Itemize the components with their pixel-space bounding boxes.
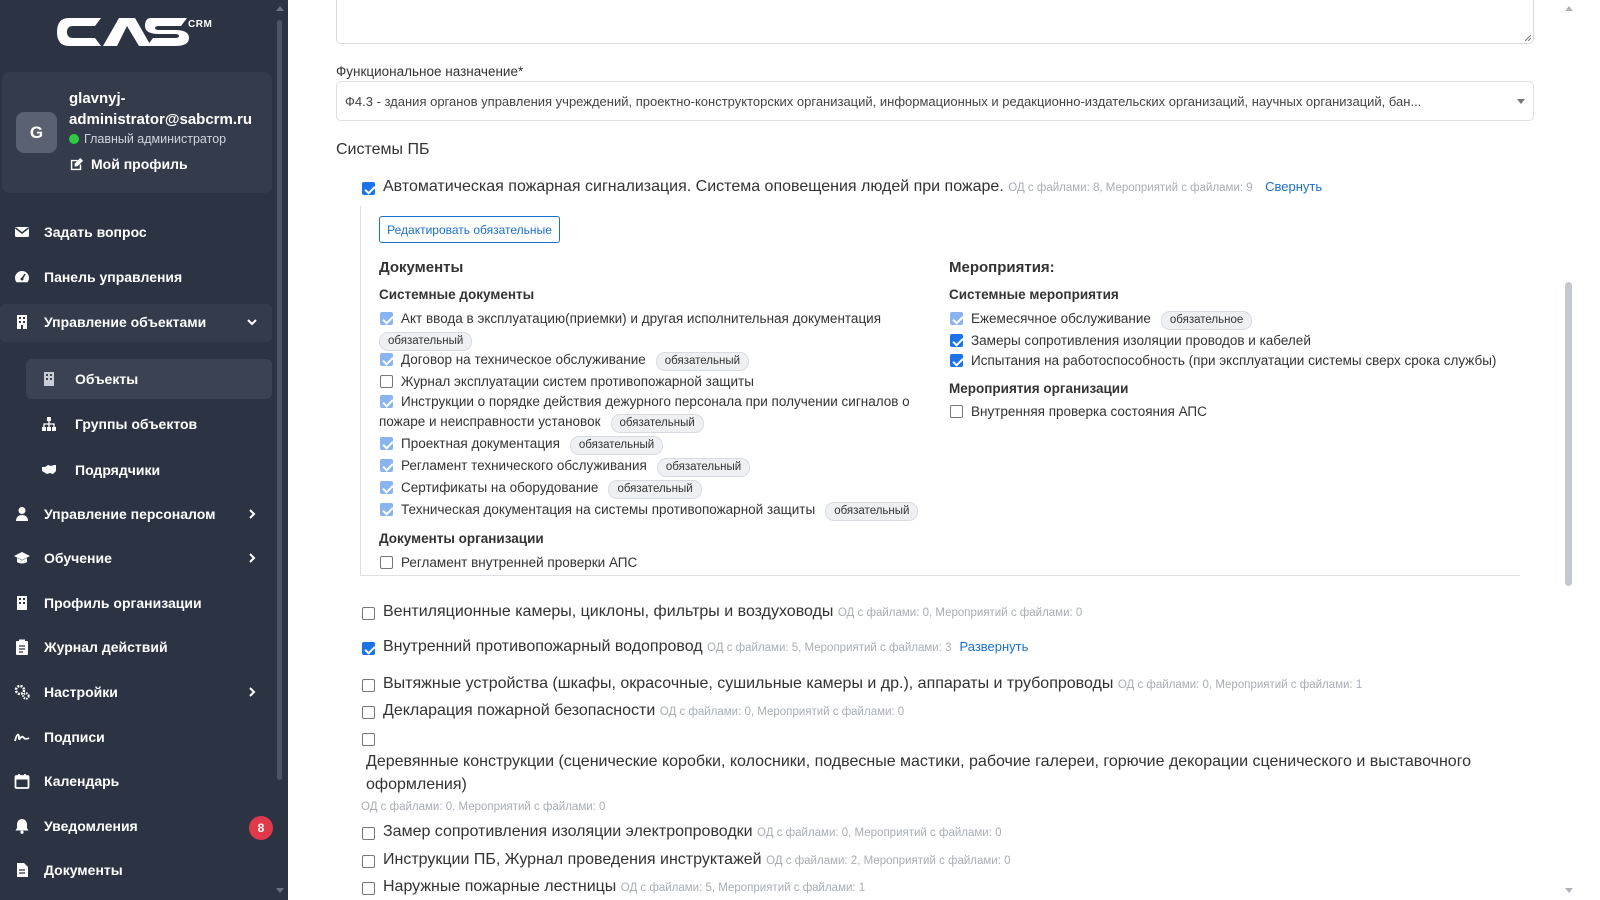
nav-settings-label: Настройки bbox=[44, 684, 118, 700]
doc-checkbox[interactable] bbox=[380, 481, 393, 494]
system-checkbox[interactable] bbox=[362, 679, 375, 692]
required-tag: обязательный bbox=[379, 332, 472, 351]
resize-handle-icon[interactable] bbox=[1523, 33, 1531, 41]
main-scrollbar[interactable] bbox=[1565, 282, 1572, 586]
aps-details-panel bbox=[360, 206, 1520, 576]
scroll-up-arrow-icon[interactable] bbox=[276, 6, 284, 11]
user-tie-icon bbox=[14, 506, 30, 522]
bell-icon bbox=[14, 818, 30, 834]
system-checkbox[interactable] bbox=[362, 607, 375, 620]
required-tag: обязательный bbox=[570, 436, 663, 455]
sidebar-scrollbar[interactable] bbox=[277, 20, 282, 780]
nav-objects-management[interactable] bbox=[0, 304, 272, 342]
building-icon bbox=[14, 314, 30, 330]
doc-item bbox=[401, 309, 881, 329]
system-label: Вытяжные устройства (шкафы, окрасочные, сушильные камеры и др.), аппараты и трубопроводы bbox=[383, 675, 1114, 692]
my-profile-link[interactable] bbox=[69, 156, 188, 172]
system-checkbox[interactable] bbox=[362, 642, 375, 655]
system-row bbox=[383, 823, 1002, 841]
envelope-icon bbox=[14, 224, 30, 240]
nav-signatures-label: Подписи bbox=[44, 729, 105, 745]
system-label: Деревянные конструкции (сценические коробки, колосники, подвесные мастики, рабочие галереи, горючие декорации сценического и выставочного bbox=[366, 753, 1472, 770]
nav-object-groups-label: Группы объектов bbox=[75, 416, 198, 432]
nav-calendar-label: Календарь bbox=[44, 773, 120, 789]
system-row bbox=[383, 675, 1362, 693]
system-row bbox=[383, 878, 865, 896]
system-label: Инструкции ПБ, Журнал проведения инструктажей bbox=[383, 851, 762, 868]
doc-label: Техническая документация на системы противопожарной защиты bbox=[401, 502, 816, 517]
nav-activity-log-label: Журнал действий bbox=[44, 639, 168, 655]
system-row bbox=[383, 851, 1011, 869]
required-tag: обязательный bbox=[608, 480, 701, 499]
system-checkbox[interactable] bbox=[362, 827, 375, 840]
nav-org-profile[interactable] bbox=[0, 585, 288, 621]
nav-documents[interactable] bbox=[0, 852, 288, 888]
expand-link[interactable]: Развернуть bbox=[959, 639, 1029, 654]
functional-purpose-value: Ф4.3 - здания органов управления учреждений, проектно-конструкторских организаций, информационных и редакционно-издательских организаций, научных организаций, бан... bbox=[345, 94, 1422, 109]
event-checkbox[interactable] bbox=[950, 312, 963, 325]
required-tag: обязательный bbox=[656, 352, 749, 371]
event-checkbox[interactable] bbox=[950, 334, 963, 347]
system-docs-heading: Системные документы bbox=[379, 287, 535, 302]
doc-item bbox=[401, 456, 750, 477]
nav-notifications-label: Уведомления bbox=[44, 818, 138, 834]
doc-item bbox=[401, 372, 754, 392]
system-meta: ОД с файлами: 2, Мероприятий с файлами: 0 bbox=[766, 855, 1011, 867]
nav-dashboard[interactable] bbox=[0, 259, 288, 295]
nav-signatures[interactable] bbox=[0, 719, 288, 755]
system-row-aps bbox=[383, 178, 1322, 196]
doc-label: Сертификаты на оборудование bbox=[401, 480, 599, 495]
system-row bbox=[383, 702, 904, 720]
nav-ask-question[interactable] bbox=[0, 214, 288, 250]
handshake-icon bbox=[41, 462, 57, 478]
doc-item bbox=[401, 350, 749, 371]
system-label: Внутренний противопожарный водопровод bbox=[383, 638, 703, 655]
nav-settings[interactable] bbox=[0, 674, 288, 710]
system-row bbox=[383, 638, 1028, 656]
nav-objects[interactable] bbox=[26, 359, 272, 399]
fire-systems-heading: Системы ПБ bbox=[336, 141, 430, 158]
system-meta: ОД с файлами: 5, Мероприятий с файлами: 1 bbox=[620, 882, 866, 894]
event-label: Испытания на работоспособность (при эксплуатации системы сверх срока службы) bbox=[971, 353, 1497, 368]
system-meta: ОД с файлами: 0, Мероприятий с файлами: 0 bbox=[659, 706, 905, 718]
nav-ask-question-label: Задать вопрос bbox=[44, 224, 147, 240]
events-heading: Мероприятия: bbox=[949, 259, 1055, 276]
event-item bbox=[971, 331, 1311, 351]
system-label: Автоматическая пожарная сигнализация. Система оповещения людей при пожаре. bbox=[383, 178, 1004, 195]
nav-org-profile-label: Профиль организации bbox=[44, 595, 202, 611]
notifications-count-badge: 8 bbox=[249, 816, 273, 840]
chevron-right-icon bbox=[245, 684, 259, 700]
event-label: Ежемесячное обслуживание bbox=[971, 311, 1151, 326]
file-icon bbox=[14, 862, 30, 878]
graduation-cap-icon bbox=[14, 550, 30, 566]
nav-training-label: Обучение bbox=[44, 550, 112, 566]
doc-item bbox=[401, 500, 918, 521]
event-checkbox[interactable] bbox=[950, 354, 963, 367]
clipboard-list-icon bbox=[14, 639, 30, 655]
nav-objects-label: Объекты bbox=[75, 371, 139, 387]
nav-object-groups[interactable] bbox=[26, 404, 272, 444]
required-tag: обязательный bbox=[611, 414, 704, 433]
doc-checkbox[interactable] bbox=[380, 395, 393, 408]
org-event-item bbox=[971, 402, 1207, 422]
nav-dashboard-label: Панель управления bbox=[44, 269, 183, 285]
nav-activity-log[interactable] bbox=[0, 629, 288, 665]
my-profile-label: Мой профиль bbox=[91, 156, 188, 172]
org-doc-checkbox[interactable] bbox=[380, 556, 393, 569]
system-events-heading: Системные мероприятия bbox=[949, 287, 1119, 302]
system-label: оформления) bbox=[366, 776, 467, 793]
doc-checkbox[interactable] bbox=[380, 459, 393, 472]
org-docs-heading: Документы организации bbox=[379, 531, 544, 546]
doc-item bbox=[401, 434, 663, 455]
doc-label: Регламент технического обслуживания bbox=[401, 458, 647, 473]
system-row bbox=[366, 753, 1471, 771]
logo-mark-icon bbox=[55, 14, 190, 50]
doc-label: Регламент внутренней проверки АПС bbox=[401, 555, 638, 570]
nav-contractors[interactable] bbox=[26, 450, 272, 490]
doc-checkbox[interactable] bbox=[380, 437, 393, 450]
doc-label: пожаре и неисправности установок bbox=[379, 414, 601, 429]
event-item bbox=[971, 309, 1252, 330]
system-row bbox=[383, 603, 1082, 621]
system-meta: ОД с файлами: 0, Мероприятий с файлами: 1 bbox=[1117, 679, 1363, 691]
user-role-label: Главный администратор bbox=[84, 132, 227, 146]
system-label: Вентиляционные камеры, циклоны, фильтры и воздуховоды bbox=[383, 603, 834, 620]
functional-purpose-select[interactable] bbox=[336, 81, 1534, 121]
nav-staff-label: Управление персоналом bbox=[44, 506, 216, 522]
scroll-down-arrow-icon[interactable] bbox=[276, 888, 284, 893]
system-checkbox[interactable] bbox=[362, 706, 375, 719]
doc-label: Договор на техническое обслуживание bbox=[401, 352, 646, 367]
system-checkbox[interactable] bbox=[362, 733, 375, 746]
app-logo[interactable] bbox=[55, 14, 230, 60]
system-meta: ОД с файлами: 5, Мероприятий с файлами: 3 bbox=[707, 642, 952, 654]
description-textarea[interactable] bbox=[336, 0, 1534, 44]
nav-notifications[interactable] bbox=[0, 808, 288, 844]
sitemap-icon bbox=[41, 416, 57, 432]
required-tag: обязательное bbox=[1161, 311, 1252, 330]
system-checkbox[interactable] bbox=[362, 882, 375, 895]
org-event-checkbox[interactable] bbox=[950, 405, 963, 418]
edit-required-button[interactable]: Редактировать обязательные bbox=[379, 216, 560, 243]
doc-label: Инструкции о порядке действия дежурного персонала при получении сигналов о bbox=[401, 394, 910, 409]
scroll-down-arrow-icon[interactable] bbox=[1565, 888, 1573, 893]
nav-contractors-label: Подрядчики bbox=[75, 462, 161, 478]
event-label: Замеры сопротивления изоляции проводов и кабелей bbox=[971, 333, 1311, 348]
sidebar bbox=[0, 0, 288, 900]
system-checkbox-aps[interactable] bbox=[362, 182, 375, 195]
online-status-icon bbox=[69, 134, 79, 144]
org-doc-item bbox=[401, 553, 637, 573]
nav-documents-label: Документы bbox=[44, 862, 123, 878]
system-meta: ОД с файлами: 0, Мероприятий с файлами: 0 bbox=[757, 827, 1002, 839]
doc-item-cont bbox=[379, 412, 704, 433]
calendar-icon bbox=[14, 773, 30, 789]
chevron-right-icon bbox=[245, 550, 259, 566]
doc-item bbox=[401, 392, 910, 412]
system-checkbox[interactable] bbox=[362, 855, 375, 868]
org-events-heading: Мероприятия организации bbox=[949, 381, 1129, 396]
user-name: glavnyj-administrator@sabcrm.ru bbox=[69, 90, 253, 128]
doc-checkbox[interactable] bbox=[380, 375, 393, 388]
chevron-down-icon bbox=[245, 314, 259, 330]
doc-item bbox=[401, 478, 702, 499]
nav-training[interactable] bbox=[0, 540, 288, 576]
avatar: G bbox=[16, 112, 57, 153]
collapse-link[interactable]: Свернуть bbox=[1265, 179, 1323, 194]
system-meta: ОД с файлами: 8, Мероприятий с файлами: 9 bbox=[1008, 182, 1253, 194]
doc-item-tag-row bbox=[369, 330, 472, 351]
logo-crm-text: CRM bbox=[188, 19, 213, 30]
main-content bbox=[288, 0, 1600, 900]
system-row-cont bbox=[366, 776, 467, 794]
scroll-up-arrow-icon[interactable] bbox=[1565, 6, 1573, 11]
doc-label: Акт ввода в эксплуатацию(приемки) и другая исполнительная документация bbox=[401, 311, 882, 326]
signature-icon bbox=[14, 729, 30, 745]
user-profile-card bbox=[2, 72, 272, 193]
building-icon bbox=[14, 595, 30, 611]
edit-icon bbox=[69, 157, 84, 172]
nav-objects-management-label: Управление объектами bbox=[44, 314, 207, 330]
documents-heading: Документы bbox=[379, 259, 464, 276]
system-label: Наружные пожарные лестницы bbox=[383, 878, 617, 895]
doc-label: Проектная документация bbox=[401, 436, 560, 451]
doc-checkbox[interactable] bbox=[380, 503, 393, 516]
gears-icon bbox=[14, 684, 30, 700]
doc-label: Журнал эксплуатации систем противопожарной защиты bbox=[401, 374, 754, 389]
chevron-right-icon bbox=[245, 506, 259, 522]
system-label: Замер сопротивления изоляции электропроводки bbox=[383, 823, 753, 840]
user-role bbox=[69, 132, 226, 146]
building-icon bbox=[41, 371, 57, 387]
system-label: Декларация пожарной безопасности bbox=[383, 702, 656, 719]
nav-calendar[interactable] bbox=[0, 763, 288, 799]
doc-checkbox[interactable] bbox=[380, 353, 393, 366]
required-tag: обязательный bbox=[657, 458, 750, 477]
caret-down-icon bbox=[1517, 99, 1525, 104]
gauge-icon bbox=[14, 269, 30, 285]
event-label: Внутренняя проверка состояния АПС bbox=[971, 404, 1207, 419]
required-tag: обязательный bbox=[825, 502, 918, 521]
system-meta: ОД с файлами: 0, Мероприятий с файлами: 0 bbox=[837, 607, 1083, 619]
functional-purpose-label: Функциональное назначение* bbox=[336, 64, 524, 79]
system-meta: ОД с файлами: 0, Мероприятий с файлами: 0 bbox=[361, 801, 606, 813]
event-item bbox=[971, 351, 1496, 371]
doc-checkbox[interactable] bbox=[380, 312, 393, 325]
nav-staff-management[interactable] bbox=[0, 496, 288, 532]
